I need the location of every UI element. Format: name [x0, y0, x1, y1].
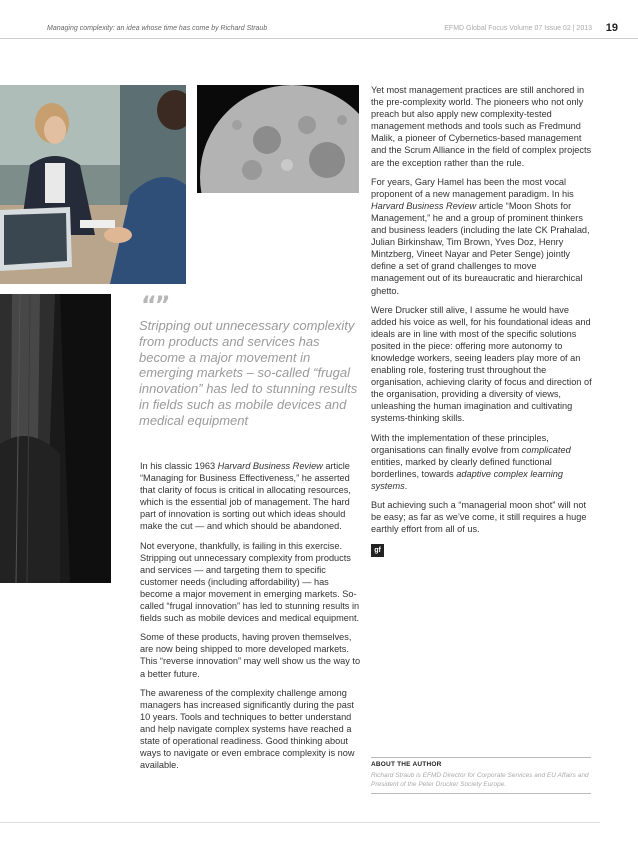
about-title: ABOUT THE AUTHOR — [371, 761, 442, 768]
text-column-right — [371, 84, 592, 557]
publication-info: EFMD Global Focus Volume 07 Issue 02 | 2013 — [444, 25, 592, 32]
paragraph: The awareness of the complexity challenge among managers has increased significantly during the past 10 years. Tools and techniques to better understand and help navigate complex systems have reached a state of operational readiness. Good thinking about ways to navigate or even embrace complexity is now available. — [140, 687, 355, 771]
about-author — [371, 757, 591, 794]
paragraph: Not everyone, thankfully, is failing in this exercise. Stripping out unnecessary complexity from products and services — and targeting them to specific customer needs (including affordability) — has become a major movement in emerging markets. So-called “frugal innovation” has led to stunning results in fields such as mobile devices and medical equipment. — [140, 540, 360, 624]
building-photo — [0, 294, 111, 583]
text-column-left — [140, 460, 361, 778]
paragraph: In his classic 1963 Harvard Business Review article “Managing for Business Effectiveness,” he asserted that clarity of focus is critical in allocating resources, which is the essential job of management. The hard part of innovation is sorting out which ideas should make the cut — and which should be abandoned. — [140, 461, 351, 532]
divider — [371, 793, 591, 794]
about-text: Richard Straub is EFMD Director for Corporate Services and EU Affairs and President of the Peter Drucker Society Europe. — [371, 772, 589, 788]
header-rule — [0, 38, 638, 39]
paragraph: But achieving such a “managerial moon shot” will not be easy; as far as we’ve come, it still requires a huge earthly effort from all of us. — [371, 500, 587, 535]
page-number: 19 — [605, 22, 618, 34]
meeting-photo — [0, 85, 186, 284]
footer-rule — [0, 822, 600, 823]
paragraph: For years, Gary Hamel has been the most vocal proponent of a new management paradigm. In his Harvard Business Review article “Moon Shots for Management,” he and a group of prominent thinkers and business leaders (including the late CK Prahalad, Julian Birkinshaw, Tim Brown, Yves Doz, Henry Mintzberg, Vineet Nayar and Peter Senge) jointly define a set of grand challenges to move management out of its bureaucratic and hierarchical ghetto. — [371, 176, 590, 296]
paragraph: Some of these products, having proven themselves, are now being shipped to more developed markets. This “reverse innovation” may well show us the way to a better future. — [140, 632, 361, 679]
moon-photo — [197, 85, 359, 193]
paragraph: Were Drucker still alive, I assume he would have added his voice as well, for his foundational ideas and ideals are in line with most of the specific solutions posited in the piece: offering more autonomy to knowledge workers, seeing leaders play more of an enabling role, fostering trust throughout the organisation, achieving clarity of focus and direction of the organisation, providing a diversity of views, unleashing the human imagination and cultivating systems-thinking skills. — [371, 304, 592, 424]
divider — [371, 757, 591, 758]
running-title: Managing complexity: an idea whose time has come by Richard Straub — [47, 25, 268, 32]
gf-logo-icon: gf — [371, 544, 384, 557]
pull-quote: Stripping out unnecessary complexity from products and services has become a major movement in emerging markets – so-called “frugal innovation” has led to stunning results in fields such as mobile devices and medical equipment — [139, 318, 358, 428]
quote-mark-icon: “” — [141, 291, 169, 319]
paragraph: Yet most management practices are still anchored in the pre-complexity world. The pioneers who not only preach but also apply new complexity-tested management methods and tools such as Fredmund Malik, a pioneer of Cybernetics-based management and the Scrum Alliance in the field of complex projects are the exception rather than the rule. — [371, 85, 592, 168]
paragraph: With the implementation of these principles, organisations can finally evolve from complicated entities, marked by clearly defined functional borderlines, towards adaptive complex learning systems. — [371, 432, 571, 491]
